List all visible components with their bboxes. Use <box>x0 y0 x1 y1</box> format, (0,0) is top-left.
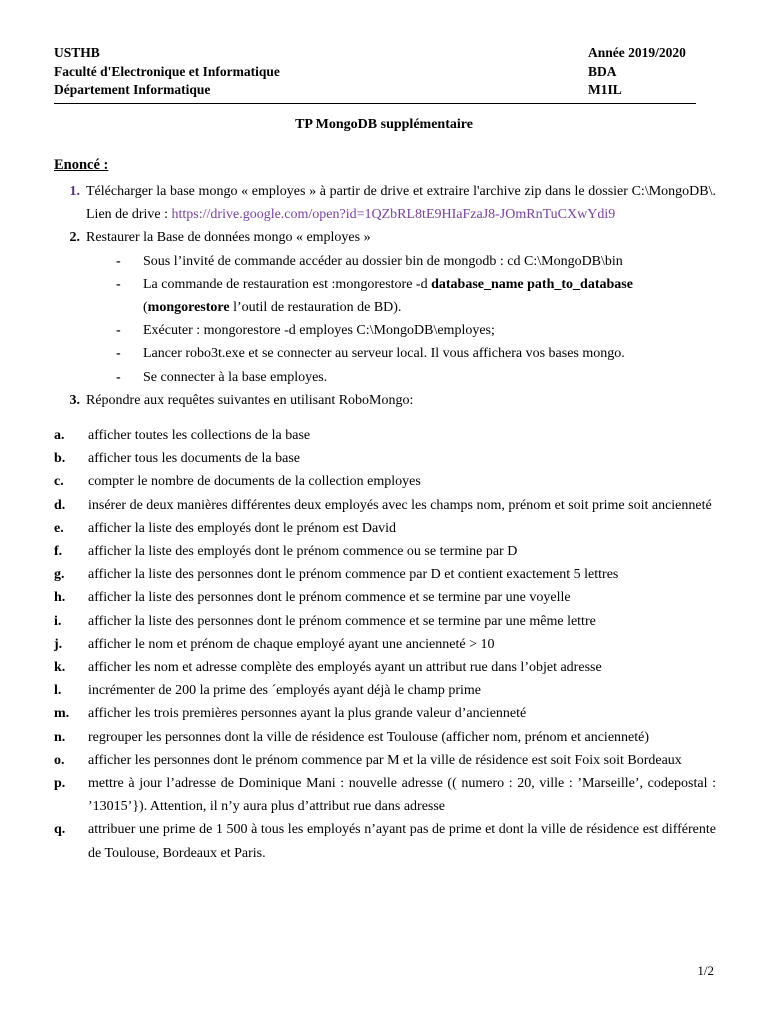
header-university: USTHB <box>54 45 100 60</box>
page-title: TP MongoDB supplémentaire <box>295 117 473 132</box>
step-3 <box>54 389 716 412</box>
bullet-dash: - <box>116 369 121 385</box>
query-text: afficher toutes les collections de la base <box>88 428 311 444</box>
query-letter: i. <box>54 613 62 629</box>
query-item <box>54 702 716 725</box>
step-number: 1. <box>69 184 80 199</box>
query-item <box>54 586 716 609</box>
query-item <box>54 494 716 517</box>
header-divider <box>54 103 696 104</box>
query-text: afficher la liste des employés dont le prénom est David <box>88 520 397 536</box>
query-text: afficher les personnes dont le prénom commence par M et la ville de résidence est soit Foix soit Bordeaux <box>88 752 682 768</box>
query-item <box>54 633 716 656</box>
step-number: 3. <box>69 392 80 408</box>
query-text: afficher la liste des personnes dont le prénom commence et se termine par une même lettre <box>88 613 596 629</box>
query-letter: f. <box>54 544 63 560</box>
drive-link[interactable]: https://drive.google.com/open?id=1QZbRL8tE9HIaFzaJ8-JOmRnTuCXwYdi9 <box>171 207 616 223</box>
header-department: Département Informatique <box>54 82 211 97</box>
query-text: attribuer une prime de 1 500 à tous les employés n’ayant pas de prime et dont la ville de résidence est différente de Toulouse, Bordeaux et Paris. <box>88 822 716 861</box>
substep <box>116 342 716 365</box>
step-2 <box>54 226 716 249</box>
query-letter: o. <box>54 752 65 768</box>
query-item <box>54 470 716 493</box>
command-name: mongorestore <box>147 300 230 316</box>
substep-text: Sous l’invité de commande accéder au dossier bin de mongodb : cd C:\MongoDB\bin <box>143 253 623 269</box>
query-text: afficher le nom et prénom de chaque employé ayant une ancienneté > 10 <box>88 636 495 652</box>
header-course-info <box>588 44 686 100</box>
header-year: Année 2019/2020 <box>588 45 686 60</box>
query-letter: a. <box>54 428 65 444</box>
query-letter: k. <box>54 660 66 676</box>
query-item <box>54 749 716 772</box>
command-args: database_name path_to_database <box>431 276 633 292</box>
header-level: M1IL <box>588 82 622 97</box>
query-item <box>54 540 716 563</box>
query-item <box>54 610 716 633</box>
header-institution <box>54 44 280 100</box>
query-letter: l. <box>54 683 62 699</box>
query-list <box>54 424 716 865</box>
bullet-dash: - <box>116 346 121 362</box>
query-text: afficher tous les documents de la base <box>88 451 301 467</box>
substep-text: La commande de restauration est :mongorestore -d <box>143 276 432 292</box>
query-item <box>54 679 716 702</box>
query-item <box>54 772 716 818</box>
query-text: mettre à jour l’adresse de Dominique Mani : nouvelle adresse (( numero : 20, ville : ’Marseille’, codepostal : ’13015’}). Attention, il n’y aura plus d’attribut rue dans adresse <box>88 776 716 815</box>
query-letter: e. <box>54 520 64 536</box>
query-item <box>54 424 716 447</box>
query-letter: j. <box>54 636 63 652</box>
bullet-dash: - <box>116 253 121 269</box>
step-number: 2. <box>69 230 80 246</box>
query-item <box>54 447 716 470</box>
bullet-dash: - <box>116 323 121 339</box>
step-1 <box>54 180 716 226</box>
section-heading: Enoncé : <box>54 157 109 173</box>
substep-text: Lancer robo3t.exe et se connecter au serveur local. Il vous affichera vos bases mongo. <box>143 346 625 362</box>
query-letter: b. <box>54 451 66 467</box>
query-letter: m. <box>54 706 70 722</box>
query-letter: h. <box>54 590 66 606</box>
document-body <box>54 180 716 865</box>
header-course: BDA <box>588 63 617 79</box>
step-text: Télécharger la base mongo « employes » à partir de drive et extraire l'archive zip dans le dossier C:\MongoDB\. Lien de drive : <box>86 184 716 223</box>
query-letter: d. <box>54 497 66 513</box>
substep <box>116 319 716 342</box>
query-letter: q. <box>54 822 66 838</box>
query-text: afficher la liste des personnes dont le prénom commence et se termine par une voyelle <box>88 590 571 606</box>
substep: - La commande de restauration est :mongorestore -d database_name path_to_database (mongorestore l’outil de restauration de BD). <box>116 273 716 319</box>
header-faculty: Faculté d'Electronique et Informatique <box>54 63 280 79</box>
substep <box>116 250 716 273</box>
query-letter: g. <box>54 567 65 583</box>
query-item <box>54 517 716 540</box>
query-text: afficher les trois premières personnes ayant la plus grande valeur d’ancienneté <box>88 706 527 722</box>
query-letter: c. <box>54 474 64 490</box>
query-letter: p. <box>54 776 66 792</box>
query-text: regrouper les personnes dont la ville de résidence est Toulouse (afficher nom, prénom et ancienneté) <box>88 729 650 745</box>
substep-text: Se connecter à la base employes. <box>143 369 328 385</box>
step-text: Répondre aux requêtes suivantes en utilisant RoboMongo: <box>86 392 414 408</box>
query-text: afficher les nom et adresse complète des employés ayant un attribut rue dans l’objet adresse <box>88 660 602 676</box>
query-item <box>54 563 716 586</box>
query-item <box>54 656 716 679</box>
query-item <box>54 726 716 749</box>
substep <box>116 366 716 389</box>
query-letter: n. <box>54 729 66 745</box>
query-text: afficher la liste des employés dont le prénom commence ou se termine par D <box>88 544 518 560</box>
substep-text: Exécuter : mongorestore -d employes C:\MongoDB\employes; <box>143 323 495 339</box>
step-text: Restaurer la Base de données mongo « employes » <box>86 230 371 246</box>
bullet-dash: - <box>116 276 121 292</box>
page-number: 1/2 <box>697 963 714 978</box>
query-text: insérer de deux manières différentes deux employés avec les champs nom, prénom et soit prime soit ancienneté <box>88 497 712 513</box>
query-text: incrémenter de 200 la prime des ´employés ayant déjà le champ prime <box>88 683 482 699</box>
query-text: afficher la liste des personnes dont le prénom commence par D et contient exactement 5 lettres <box>88 567 619 583</box>
query-item <box>54 818 716 864</box>
query-text: compter le nombre de documents de la collection employes <box>88 474 421 490</box>
